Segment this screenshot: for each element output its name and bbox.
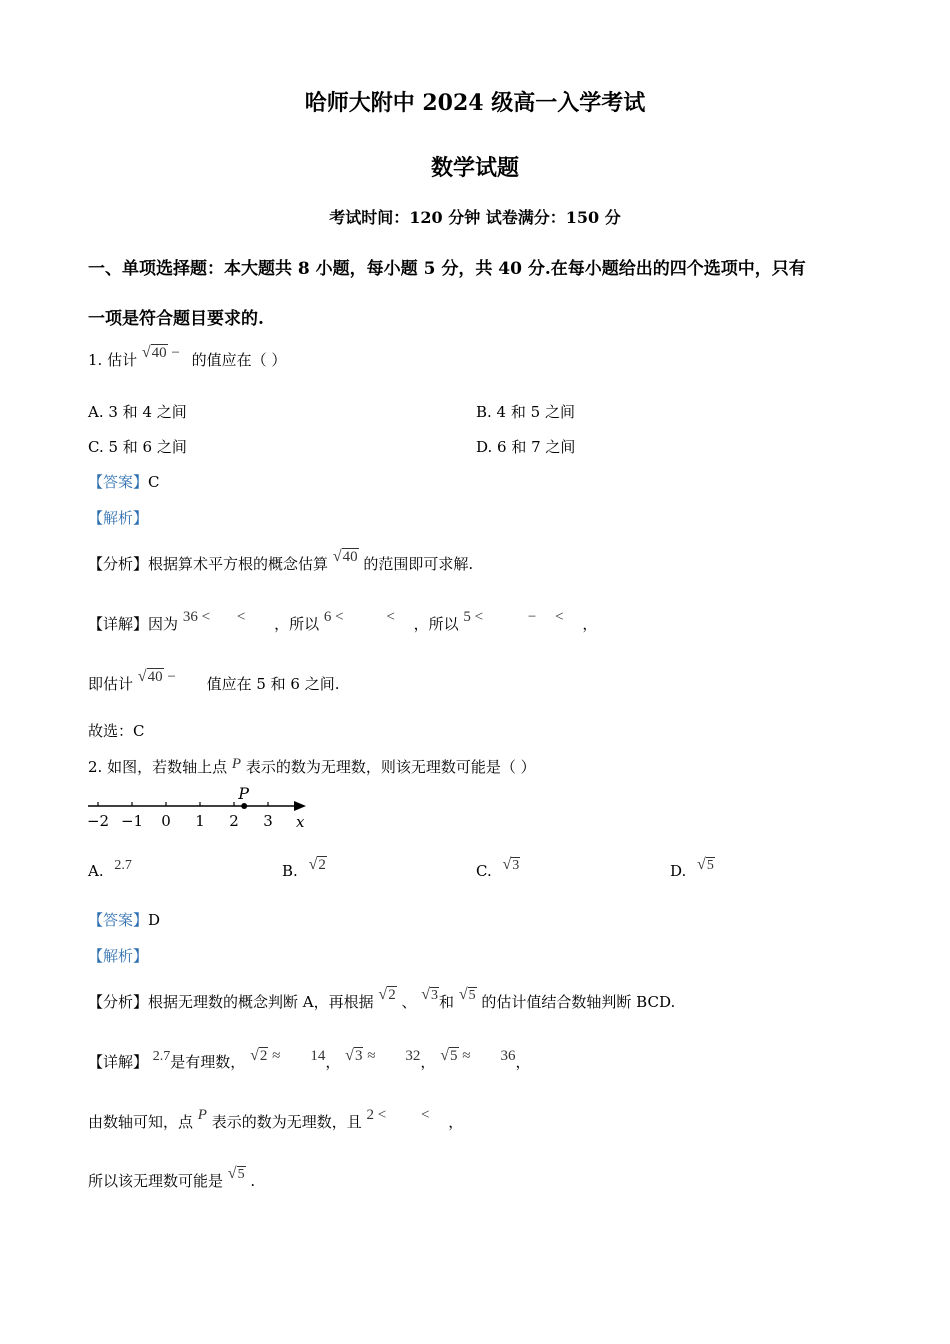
section-heading-line2: 一项是符合题目要求的. (88, 309, 264, 329)
q1-stem-post: 的值应在（ ） (191, 351, 287, 369)
q2-detail-radicand-1: 2 (259, 1048, 268, 1064)
q1-conclusion-minus: − (167, 669, 176, 685)
q2-detail-tag: 【详解】 (88, 1053, 149, 1071)
axis-arrow (294, 801, 306, 811)
q1-option-d: D. 6 和 7 之间 (476, 438, 576, 456)
q2-analysis-post: 的估计值结合数轴判断 BCD. (481, 993, 676, 1011)
axis-tick-label: 2 (229, 812, 239, 830)
q1-explain-tag: 【解析】 (88, 509, 149, 527)
q2-detail-approx-3: ≈ (462, 1048, 471, 1064)
q1-answer (88, 471, 160, 492)
q1-detail-comma: ， (582, 615, 598, 633)
q2-detail-text: 是有理数， (170, 1053, 246, 1071)
q1-option-a: A. 3 和 4 之间 (88, 403, 187, 421)
q1-option-c: C. 5 和 6 之间 (88, 438, 187, 456)
axis-tick-label: −2 (86, 812, 110, 830)
q1-detail-m3c: < (555, 609, 564, 625)
q2-stem-p: P (231, 756, 242, 772)
q2-option-d-radicand: 5 (706, 858, 714, 873)
q1-number: 1. (88, 351, 103, 369)
q2-line3: 所以该无理数可能是 √5 . (88, 1165, 256, 1190)
q1-conclusion (88, 668, 340, 694)
q1-stem-pre: 估计 (107, 351, 138, 369)
q2-detail-approx-1: ≈ (272, 1048, 281, 1064)
q2-detail-comma-2: ， (420, 1053, 436, 1071)
q2-detail-approx-2: ≈ (367, 1048, 376, 1064)
number-line (84, 782, 324, 830)
q2-line2 (88, 1107, 464, 1132)
q2-option-b-radicand: 2 (318, 857, 326, 873)
q2-option-d: D. √5 (670, 856, 714, 880)
q1-analysis-tag: 【分析】 (88, 555, 149, 573)
axis-label-x: x (296, 813, 305, 830)
q2-detail: 【详解】 2.7是有理数， √2 ≈ 14， √3 ≈ 32， √5 ≈ 36， (88, 1047, 531, 1071)
q1-analysis-sqrt: √40 (332, 548, 358, 565)
q2-answer-tag: 【答案】 (88, 911, 149, 929)
q1-conclusion-pre: 即估计 (88, 675, 134, 693)
q2-stem-pre: 如图，若数轴上点 (107, 758, 228, 776)
q2-detail-num-2: 32 (405, 1048, 421, 1064)
q2-explain-tag: 【解析】 (88, 947, 149, 965)
q2-analysis-radicand-3: 5 (468, 988, 476, 1003)
q2-stem (88, 756, 536, 777)
q2-option-a (88, 858, 132, 881)
axis-tick-label: −1 (120, 812, 144, 830)
q1-answer-value: C (148, 473, 160, 491)
q1-analysis-pre: 根据算术平方根的概念估算 (148, 555, 329, 573)
q2-line2-mid: 表示的数为无理数，且 (211, 1113, 362, 1131)
q1-analysis-radicand: 40 (342, 549, 358, 565)
q2-detail-comma-3: ， (515, 1053, 531, 1071)
q1-detail-m2b: < (386, 609, 395, 625)
q2-detail-num-1: 14 (310, 1048, 326, 1064)
q2-line2-m1: 2 < (366, 1107, 387, 1123)
q2-answer-value: D (148, 911, 161, 929)
q2-detail-radicand-3: 5 (450, 1048, 458, 1064)
q1-radicand: 40 (151, 345, 167, 361)
q2-analysis: 【分析】根据无理数的概念判断 A，再根据 √2 、 √3和 √5 的估计值结合数轴判断 BCD. (88, 986, 676, 1011)
q1-choice: 故选：C (88, 722, 145, 740)
q2-analysis-radicand-2: 3 (431, 988, 439, 1003)
q1-analysis-post: 的范围即可求解. (363, 555, 474, 573)
q1-detail-m1: 36 < (182, 609, 211, 625)
q1-sqrt-expression: √40 − (141, 344, 180, 361)
q2-analysis-radicand-1: 2 (388, 987, 396, 1003)
q2-option-a-label: A. (88, 862, 104, 880)
q2-analysis-and: 和 (439, 993, 455, 1011)
q2-line2-p: P (197, 1107, 207, 1123)
q2-analysis-tag: 【分析】 (88, 993, 149, 1011)
axis-tick-label: 3 (263, 812, 273, 830)
q1-detail-m1b: < (236, 609, 246, 625)
q2-option-c-label: C. (476, 862, 492, 880)
q2-line3-pre: 所以该无理数可能是 (88, 1172, 224, 1190)
q1-detail-m3: 5 < (463, 609, 484, 625)
q2-option-a-value: 2.7 (114, 858, 132, 873)
exam-info: 考试时间：120 分钟 试卷满分：150 分 (329, 208, 621, 227)
q2-line2-m2: < (421, 1107, 430, 1123)
q2-stem-post: 表示的数为无理数，则该无理数可能是（ ） (245, 758, 536, 776)
q1-detail-m3b: − (527, 609, 537, 625)
q1-detail-m2: 6 < (323, 609, 344, 625)
q2-detail-radicand-2: 3 (354, 1048, 363, 1064)
q2-line3-radicand: 5 (237, 1167, 245, 1182)
q1-minus: − (171, 345, 180, 361)
q2-detail-value: 2.7 (152, 1049, 171, 1064)
q2-analysis-sep: 、 (401, 993, 417, 1011)
q2-line3-post: . (250, 1172, 256, 1190)
q2-option-c-radicand: 3 (512, 858, 520, 873)
q1-detail (88, 609, 598, 634)
axis-tick-label: 0 (161, 812, 171, 830)
q2-option-d-label: D. (670, 862, 687, 880)
q2-number: 2. (88, 758, 103, 776)
q1-conclusion-sqrt: √40 − (137, 668, 176, 685)
point-p-label: P (238, 784, 249, 803)
q2-option-b-label: B. (282, 862, 298, 880)
subject-title: 数学试题 (430, 155, 519, 181)
q1-analysis (88, 548, 474, 574)
q1-detail-because: 因为 (148, 615, 179, 633)
q2-answer (88, 909, 160, 930)
axis-tick-label: 1 (195, 812, 205, 830)
q1-detail-so2: ，所以 (413, 615, 459, 633)
q1-detail-tag: 【详解】 (88, 615, 149, 633)
q2-analysis-pre: 根据无理数的概念判断 A，再根据 (148, 993, 374, 1011)
q2-option-b: B. √2 (282, 856, 326, 880)
q2-option-c: C. √3 (476, 856, 520, 880)
q2-detail-comma-1: ， (325, 1053, 341, 1071)
q2-line2-comma: ， (448, 1113, 464, 1131)
q2-detail-num-3: 36 (500, 1048, 516, 1064)
point-p-dot (241, 803, 247, 809)
page-title: 哈师大附中 2024 级高一入学考试 (304, 90, 646, 116)
q1-stem (88, 344, 287, 370)
q2-line2-pre: 由数轴可知，点 (88, 1113, 194, 1131)
section-heading-line1: 一、单项选择题：本大题共 8 小题，每小题 5 分，共 40 分.在每小题给出的四个选项中，只有 (88, 259, 806, 279)
q1-detail-so1: ，所以 (274, 615, 320, 633)
q1-answer-tag: 【答案】 (88, 473, 149, 491)
q1-conclusion-radicand: 40 (147, 669, 163, 685)
q1-conclusion-post: 值应在 5 和 6 之间. (206, 675, 340, 693)
q1-option-b: B. 4 和 5 之间 (476, 403, 575, 421)
